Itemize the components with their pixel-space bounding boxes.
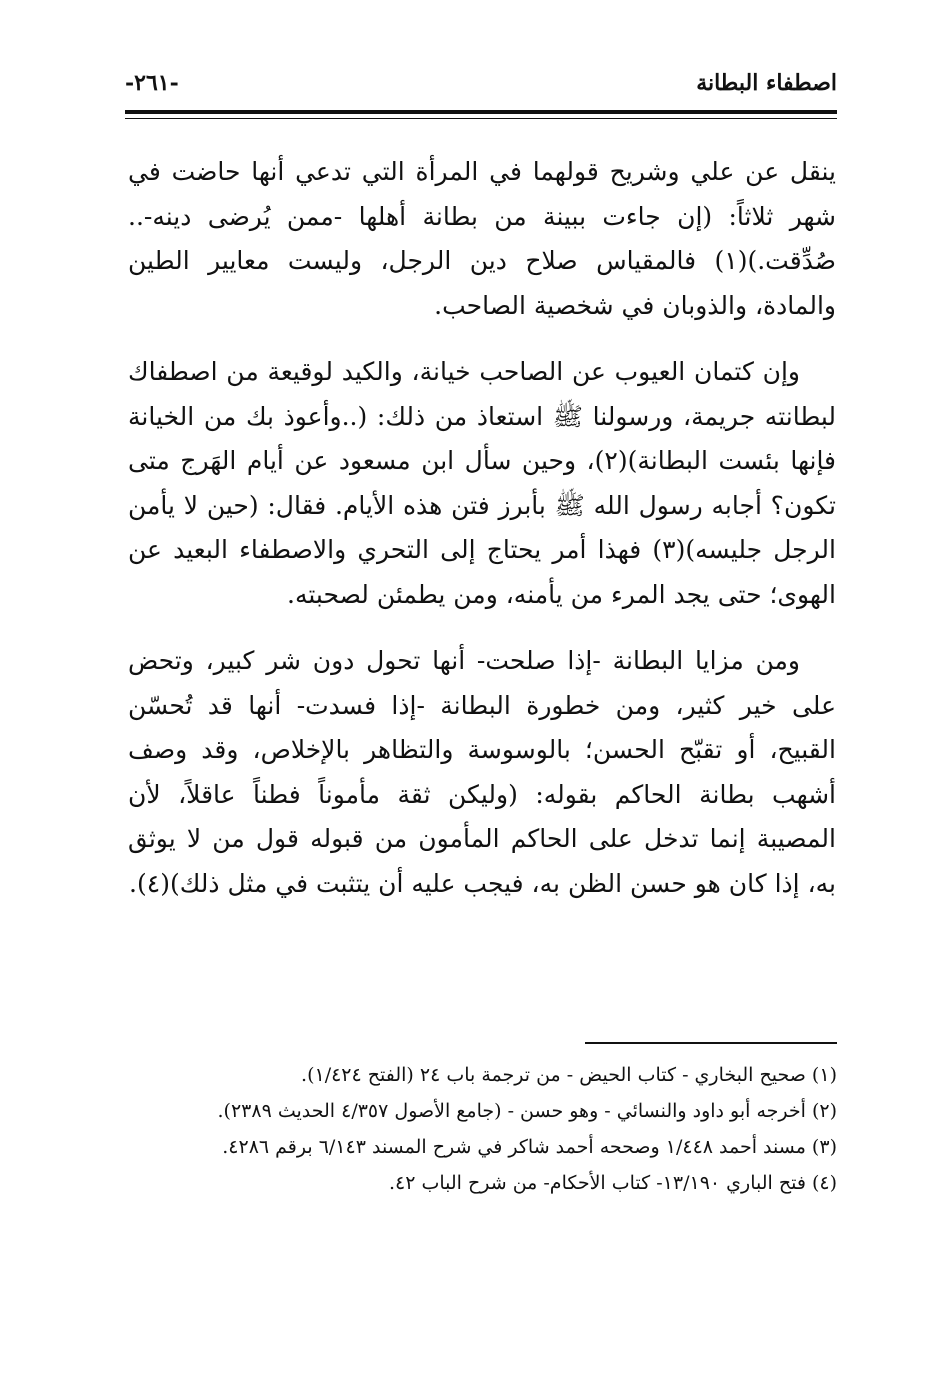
running-header	[125, 66, 837, 106]
footnote-1: (١) صحيح البخاري - كتاب الحيض - من ترجمة باب ٢٤ (الفتح ١/٤٢٤).	[301, 1064, 837, 1086]
footnote-2: (٢) أخرجه أبو داود والنسائي - وهو حسن - (جامع الأصول ٤/٣٥٧ الحديث ٢٣٨٩).	[217, 1100, 837, 1122]
footnote-4: (٤) فتح الباري ١٣/١٩٠- كتاب الأحكام- من شرح الباب ٤٢.	[388, 1172, 837, 1194]
running-title: اصطفاء البطانة	[696, 70, 837, 96]
paragraph-2: وإن كتمان العيوب عن الصاحب خيانة، والكيد لوقيعة من اصطفاك لبطانته جريمة، ورسولنا ﷺ استعاذ من ذلك: (..وأعوذ بك من الخيانة فإنها بئست البطانة)(٢)، وحين سأل ابن مسعود عن أيام الهَرج متى تكون؟ أجابه رسول الله ﷺ بأبرز فتن هذه الأيام. فقال: (حين لا يأمن الرجل جليسه)(٣) فهذا أمر يحتاج إلى التحري والاصطفاء البعيد عن الهوى؛ حتى يجد المرء من يأمنه، ومن يطمئن لصحبته.	[128, 357, 837, 609]
footnote-3: (٣) مسند أحمد ١/٤٤٨ وصححه أحمد شاكر في شرح المسند ٦/١٤٣ برقم ٤٢٨٦.	[222, 1136, 837, 1158]
paragraph-1: ينقل عن علي وشريح قولهما في المرأة التي تدعي أنها حاضت في شهر ثلاثاً: (إن جاءت ببينة من بطانة أهلها -ممن يُرضى دينه-.. صُدِّقت.)(١) فالمقياس صلاح دين الرجل، وليست معايير الطين والمادة، والذوبان في شخصية الصاحب.	[128, 157, 836, 320]
footnote-separator	[585, 1042, 837, 1044]
page-number: -٢٦١-	[125, 70, 179, 96]
header-rule-thick	[125, 110, 837, 114]
paragraph-3: ومن مزايا البطانة -إذا صلحت- أنها تحول دون شر كبير، وتحض على خير كثير، ومن خطورة البطانة -إذا فسدت- أنها قد تُحسّن القبيح، أو تقبّح الحسن؛ بالوسوسة والتظاهر بالإخلاص، وقد وصف أشهب بطانة الحاكم بقوله: (وليكن ثقة مأموناً فطناً عاقلاً، لأن المصيبة إنما تدخل على الحاكم المأمون من قبوله قول من لا يوثق به، إذا كان هو حسن الظن به، فيجب عليه أن يتثبت في مثل ذلك)(٤).	[128, 646, 836, 898]
main-text	[128, 150, 836, 906]
footnotes	[125, 1058, 837, 1202]
header-rule-thin	[125, 118, 837, 119]
